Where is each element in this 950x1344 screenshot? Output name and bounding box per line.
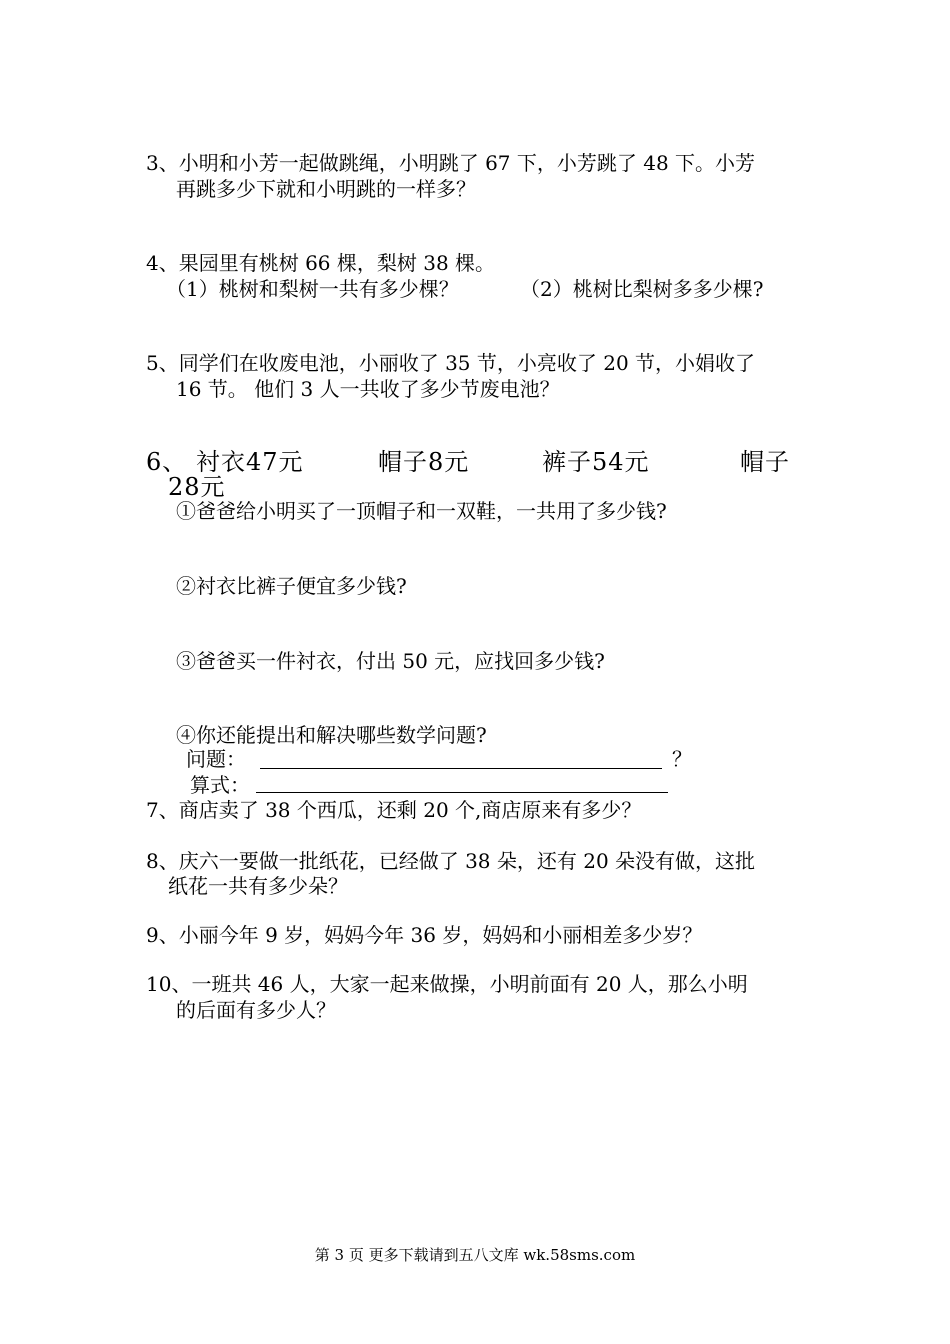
question-6-sub-3: ③爸爸买一件衬衣，付出 50 元，应找回多少钱? [176, 649, 605, 673]
question-10-line-1: 10、一班共 46 人，大家一起来做操，小明前面有 20 人，那么小明 [146, 972, 748, 996]
question-5-line-1: 5、同学们在收废电池，小丽收了 35 节，小亮收了 20 节，小娟收了 [146, 351, 756, 375]
formula-label: 算式： [190, 773, 250, 797]
page-footer: 第 3 页 更多下载请到五八文库 wk.58sms.com [314, 1246, 636, 1264]
question-answer-blank[interactable] [260, 768, 662, 769]
question-6-item-hat: 帽子8元 [378, 448, 470, 476]
question-5-line-2: 16 节。 他们 3 人一共收了多少节废电池？ [176, 377, 560, 401]
question-10-line-2: 的后面有多少人？ [176, 998, 336, 1022]
question-mark: ？ [672, 747, 692, 771]
question-4-sub-1: （1）桃树和梨树一共有多少棵？ [166, 277, 459, 301]
question-6-sub-2: ②衬衣比裤子便宜多少钱? [176, 574, 407, 598]
question-6-item-pants: 裤子54元 [542, 448, 650, 476]
question-3-line-1: 3、小明和小芳一起做跳绳，小明跳了 67 下，小芳跳了 48 下。小芳 [146, 151, 756, 175]
question-label: 问题： [186, 747, 246, 771]
question-8-line-2: 纸花一共有多少朵？ [168, 874, 348, 898]
question-7-line-1: 7、商店卖了 38 个西瓜，还剩 20 个,商店原来有多少？ [146, 798, 642, 822]
question-4-line-1: 4、果园里有桃树 66 棵，梨树 38 棵。 [146, 251, 496, 275]
question-6-sub-1: ①爸爸给小明买了一顶帽子和一双鞋，一共用了多少钱? [176, 499, 667, 523]
question-6-item-shirt: 衬衣47元 [196, 448, 304, 476]
question-8-line-1: 8、庆六一要做一批纸花，已经做了 38 朵，还有 20 朵没有做，这批 [146, 849, 756, 873]
question-6-sub-4: ④你还能提出和解决哪些数学问题? [176, 723, 487, 747]
question-6-item-hat-2: 帽子 [740, 448, 790, 476]
question-3-line-2: 再跳多少下就和小明跳的一样多？ [176, 177, 476, 201]
question-4-sub-2: （2）桃树比梨树多多少棵? [520, 277, 764, 301]
question-6-item-hat-2-price: 28元 [168, 473, 226, 501]
question-9-line-1: 9、小丽今年 9 岁，妈妈今年 36 岁，妈妈和小丽相差多少岁？ [146, 923, 703, 947]
formula-answer-blank[interactable] [256, 792, 668, 793]
question-6-number: 6、 [146, 448, 188, 476]
